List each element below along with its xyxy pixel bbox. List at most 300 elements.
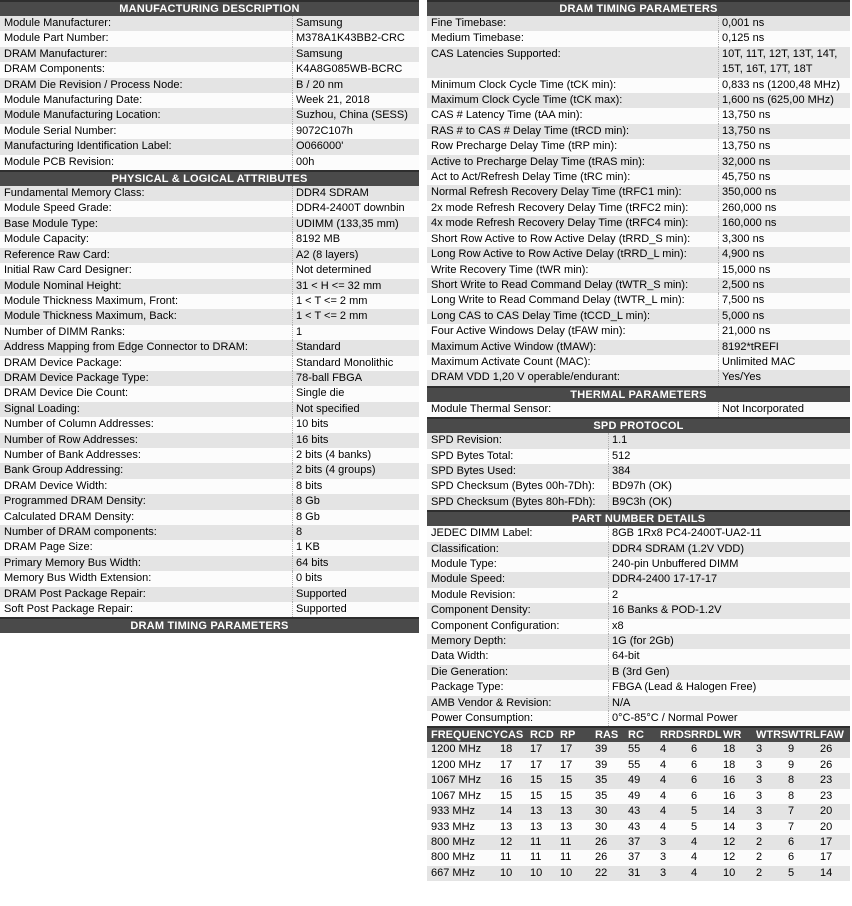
row-value: 512: [608, 449, 850, 464]
row-label: DRAM VDD 1,20 V operable/endurant:: [431, 371, 620, 384]
row-label: DRAM Die Revision / Process Node:: [4, 78, 183, 91]
row-value: 00h: [292, 155, 419, 170]
row-value: 45,750 ns: [718, 170, 850, 185]
column-header: FREQUENCY: [431, 729, 500, 742]
table-row: [427, 185, 850, 200]
timing-cell: 7: [788, 820, 795, 833]
timing-cell: 4: [660, 789, 667, 802]
table-row: [427, 634, 850, 649]
timing-cell: 15: [500, 789, 513, 802]
row-value: 8192*tREFI: [718, 340, 850, 355]
table-row: [427, 479, 850, 494]
row-label: Bank Group Addressing:: [4, 464, 124, 477]
timing-cell: 35: [595, 774, 608, 787]
row-value: B9C3h (OK): [608, 495, 850, 510]
table-row: [0, 217, 419, 232]
row-label: Maximum Clock Cycle Time (tCK max):: [431, 94, 623, 107]
timing-cell: 13: [560, 820, 573, 833]
row-label: DRAM Post Package Repair:: [4, 587, 146, 600]
row-value: 9072C107h: [292, 124, 419, 139]
row-label: Memory Depth:: [431, 635, 507, 648]
timing-cell: 6: [691, 789, 698, 802]
row-label: Calculated DRAM Density:: [4, 510, 135, 523]
row-value: Standard Monolithic: [292, 356, 419, 371]
table-row: [0, 263, 419, 278]
row-label: SPD Checksum (Bytes 80h-FDh):: [431, 495, 596, 508]
timing-cell: 26: [595, 851, 608, 864]
row-label: Base Module Type:: [4, 217, 98, 230]
table-row: [427, 155, 850, 170]
row-value: DDR4-2400 17-17-17: [608, 572, 850, 587]
row-label: Module Manufacturing Location:: [4, 109, 161, 122]
row-value: 10T, 11T, 12T, 13T, 14T, 15T, 16T, 17T, 18T: [718, 47, 850, 78]
timing-cell: 5: [691, 820, 698, 833]
table-row: [0, 139, 419, 154]
table-row: [427, 433, 850, 448]
frequency-row: [427, 773, 850, 788]
timing-cell: 26: [595, 835, 608, 848]
column-header: RC: [628, 729, 644, 742]
table-row: [0, 248, 419, 263]
table-row: [427, 649, 850, 664]
timing-cell: 16: [500, 774, 513, 787]
table-row: [0, 78, 419, 93]
row-label: Module Capacity:: [4, 233, 89, 246]
row-label: Primary Memory Bus Width:: [4, 556, 141, 569]
timing-cell: 4: [660, 805, 667, 818]
row-value: 8: [292, 525, 419, 540]
table-row: [427, 572, 850, 587]
timing-cell: 4: [691, 866, 698, 879]
column-header: WTRS: [756, 729, 788, 742]
table-row: [0, 186, 419, 201]
table-row: [427, 370, 850, 385]
row-value: 15,000 ns: [718, 263, 850, 278]
table-row: [0, 340, 419, 355]
table-row: [427, 232, 850, 247]
row-value: 8GB 1Rx8 PC4-2400T-UA2-11: [608, 526, 850, 541]
frequency-row: [427, 789, 850, 804]
row-label: 4x mode Refresh Recovery Delay Time (tRFC4 min):: [431, 217, 689, 230]
row-value: Not determined: [292, 263, 419, 278]
table-row: [0, 108, 419, 123]
row-value: 8192 MB: [292, 232, 419, 247]
row-label: Medium Timebase:: [431, 32, 524, 45]
timing-cell: 43: [628, 820, 641, 833]
row-value: 7,500 ns: [718, 293, 850, 308]
row-value: M378A1K43BB2-CRC: [292, 31, 419, 46]
row-value: B / 20 nm: [292, 78, 419, 93]
timing-cell: 7: [788, 805, 795, 818]
row-label: Long Row Active to Row Active Delay (tRRD_L min):: [431, 248, 687, 261]
table-row: [0, 448, 419, 463]
row-value: BD97h (OK): [608, 479, 850, 494]
table-row: [427, 696, 850, 711]
table-row: [427, 247, 850, 262]
table-row: [0, 31, 419, 46]
table-row: [427, 449, 850, 464]
row-label: Active to Precharge Delay Time (tRAS min):: [431, 155, 645, 168]
row-value: 0 bits: [292, 571, 419, 586]
row-label: SPD Checksum (Bytes 00h-7Dh):: [431, 480, 595, 493]
timing-cell: 12: [500, 835, 513, 848]
row-value: 31 < H <= 32 mm: [292, 279, 419, 294]
table-row: [0, 463, 419, 478]
row-value: 16 Banks & POD-1.2V: [608, 603, 850, 618]
timing-cell: 20: [820, 820, 833, 833]
row-value: 2 bits (4 groups): [292, 463, 419, 478]
timing-cell: 4: [691, 835, 698, 848]
row-value: 1 KB: [292, 540, 419, 555]
row-label: Module Thickness Maximum, Front:: [4, 294, 179, 307]
row-label: Number of DRAM components:: [4, 526, 157, 538]
frequency-row: [427, 866, 850, 881]
row-value: 8 bits: [292, 479, 419, 494]
table-row: [427, 557, 850, 572]
row-label: DRAM Device Package Type:: [4, 371, 149, 384]
timing-cell: 2: [756, 866, 763, 879]
timing-cell: 49: [628, 774, 641, 787]
row-value: 384: [608, 464, 850, 479]
column-header: RRDS: [660, 729, 691, 742]
timing-cell: 15: [560, 774, 573, 787]
timing-cell: 20: [820, 805, 833, 818]
row-value: 240-pin Unbuffered DIMM: [608, 557, 850, 572]
timing-cell: 6: [691, 743, 698, 756]
timing-cell: 55: [628, 758, 641, 771]
row-label: Write Recovery Time (tWR min):: [431, 263, 589, 276]
timing-cell: 14: [723, 820, 736, 833]
timing-cell: 37: [628, 851, 641, 864]
row-label: Module Manufacturing Date:: [4, 94, 143, 107]
table-row: [427, 16, 850, 31]
row-value: 0,125 ns: [718, 31, 850, 46]
row-value: 1.1: [608, 433, 850, 448]
row-label: Classification:: [431, 542, 499, 555]
frequency-cell: 933 MHz: [431, 820, 476, 833]
timing-cell: 9: [788, 743, 795, 756]
timing-cell: 15: [530, 789, 543, 802]
row-value: 1 < T <= 2 mm: [292, 309, 419, 324]
timing-cell: 2: [756, 835, 763, 848]
timing-cell: 10: [500, 866, 513, 879]
table-row: [427, 526, 850, 541]
timing-cell: 26: [820, 758, 833, 771]
timing-cell: 6: [788, 835, 795, 848]
row-value: 16 bits: [292, 433, 419, 448]
timing-cell: 11: [560, 851, 572, 864]
row-value: Standard: [292, 340, 419, 355]
frequency-cell: 800 MHz: [431, 835, 476, 848]
row-label: SPD Revision:: [431, 434, 502, 447]
table-row: [0, 433, 419, 448]
timing-cell: 8: [788, 774, 795, 787]
table-row: [427, 31, 850, 46]
row-value: 1,600 ns (625,00 MHz): [718, 93, 850, 108]
row-value: 0,001 ns: [718, 16, 850, 31]
frequency-cell: 800 MHz: [431, 851, 476, 864]
section-header: PART NUMBER DETAILS: [427, 510, 850, 526]
row-label: Module Speed:: [431, 573, 505, 586]
row-label: Signal Loading:: [4, 402, 80, 415]
row-label: Long CAS to CAS Delay Time (tCCD_L min):: [431, 309, 651, 322]
table-row: [427, 201, 850, 216]
column-header: RP: [560, 729, 576, 742]
row-value: x8: [608, 619, 850, 634]
table-row: [427, 216, 850, 231]
table-row: [427, 47, 850, 78]
timing-cell: 16: [723, 774, 736, 787]
row-value: Supported: [292, 587, 419, 602]
table-row: [0, 587, 419, 602]
frequency-cell: 933 MHz: [431, 805, 476, 818]
timing-cell: 6: [691, 758, 698, 771]
table-row: [0, 479, 419, 494]
timing-cell: 3: [660, 866, 667, 879]
row-value: Not specified: [292, 402, 419, 417]
column-header: FAW: [820, 729, 844, 742]
right-column: [427, 0, 850, 881]
row-value: Samsung: [292, 47, 419, 62]
table-row: [427, 402, 850, 417]
table-row: [427, 278, 850, 293]
table-row: [0, 371, 419, 386]
row-value: Week 21, 2018: [292, 93, 419, 108]
table-row: [0, 356, 419, 371]
row-value: 10 bits: [292, 417, 419, 432]
row-label: Module Revision:: [431, 588, 516, 601]
table-row: [0, 325, 419, 340]
table-row: [427, 124, 850, 139]
table-row: [427, 263, 850, 278]
timing-cell: 30: [595, 805, 608, 818]
table-row: [0, 93, 419, 108]
timing-cell: 10: [560, 866, 573, 879]
row-label: Module Thickness Maximum, Back:: [4, 310, 177, 323]
row-label: Soft Post Package Repair:: [4, 603, 134, 616]
frequency-cell: 1200 MHz: [431, 758, 482, 771]
row-label: Module Speed Grade:: [4, 202, 112, 215]
column-header: CAS: [500, 729, 524, 742]
timing-cell: 11: [500, 851, 512, 864]
timing-cell: 39: [595, 758, 608, 771]
timing-cell: 11: [560, 835, 572, 848]
timing-cell: 55: [628, 743, 641, 756]
timing-cell: 3: [756, 789, 763, 802]
timing-cell: 5: [691, 805, 698, 818]
row-label: DRAM Device Width:: [4, 479, 108, 492]
column-header: RRDL: [691, 729, 722, 742]
timing-cell: 11: [530, 835, 542, 848]
row-label: Module Serial Number:: [4, 124, 117, 137]
timing-cell: 10: [530, 866, 543, 879]
timing-cell: 22: [595, 866, 608, 879]
timing-cell: 17: [500, 758, 513, 771]
section-header: THERMAL PARAMETERS: [427, 386, 850, 402]
row-value: 13,750 ns: [718, 108, 850, 123]
timing-cell: 17: [560, 758, 573, 771]
row-label: Data Width:: [431, 650, 489, 663]
row-value: 2: [608, 588, 850, 603]
timing-cell: 14: [500, 805, 513, 818]
row-value: 13,750 ns: [718, 124, 850, 139]
table-row: [0, 571, 419, 586]
section-header: DRAM TIMING PARAMETERS: [0, 617, 419, 633]
table-row: [0, 62, 419, 77]
row-value: 350,000 ns: [718, 185, 850, 200]
table-row: [427, 108, 850, 123]
frequency-row: [427, 850, 850, 865]
row-label: Module PCB Revision:: [4, 155, 115, 168]
timing-cell: 43: [628, 805, 641, 818]
row-label: Module Part Number:: [4, 32, 109, 45]
timing-cell: 18: [500, 743, 513, 756]
timing-cell: 15: [560, 789, 573, 802]
row-value: Suzhou, China (SESS): [292, 108, 419, 123]
row-label: Number of Row Addresses:: [4, 433, 138, 446]
table-row: [427, 603, 850, 618]
timing-cell: 17: [530, 758, 543, 771]
timing-cell: 3: [756, 774, 763, 787]
row-value: Supported: [292, 602, 419, 617]
timing-cell: 3: [660, 851, 667, 864]
table-row: [427, 139, 850, 154]
table-row: [427, 680, 850, 695]
row-value: 260,000 ns: [718, 201, 850, 216]
table-row: [0, 602, 419, 617]
frequency-row: [427, 804, 850, 819]
frequency-table: [427, 726, 850, 881]
frequency-cell: 1067 MHz: [431, 774, 482, 787]
frequency-row: [427, 758, 850, 773]
timing-cell: 23: [820, 789, 833, 802]
row-label: Component Configuration:: [431, 619, 560, 632]
row-value: K4A8G085WB-BCRC: [292, 62, 419, 77]
table-row: [427, 588, 850, 603]
frequency-row: [427, 835, 850, 850]
row-label: Long Write to Read Command Delay (tWTR_L min):: [431, 294, 685, 307]
row-label: Module Type:: [431, 558, 497, 570]
row-value: 8 Gb: [292, 494, 419, 509]
row-label: Component Density:: [431, 604, 531, 617]
table-row: [0, 16, 419, 31]
frequency-table-header: [427, 726, 850, 742]
row-label: Act to Act/Refresh Delay Time (tRC min):: [431, 171, 631, 184]
table-row: [0, 201, 419, 216]
row-label: Initial Raw Card Designer:: [4, 264, 132, 277]
row-label: Maximum Activate Count (MAC):: [431, 355, 591, 368]
row-label: DRAM Manufacturer:: [4, 47, 108, 60]
section-header: MANUFACTURING DESCRIPTION: [0, 0, 419, 16]
timing-cell: 3: [660, 835, 667, 848]
frequency-row: [427, 742, 850, 757]
table-row: [0, 556, 419, 571]
column-header: WR: [723, 729, 742, 742]
row-value: 1: [292, 325, 419, 340]
row-value: 64 bits: [292, 556, 419, 571]
timing-cell: 13: [530, 820, 543, 833]
row-label: DRAM Device Package:: [4, 356, 122, 369]
row-label: Die Generation:: [431, 665, 509, 678]
timing-cell: 8: [788, 789, 795, 802]
timing-cell: 30: [595, 820, 608, 833]
row-value: DDR4 SDRAM (1.2V VDD): [608, 542, 850, 557]
row-value: 0°C-85°C / Normal Power: [608, 711, 850, 726]
section-header: SPD PROTOCOL: [427, 417, 850, 433]
row-label: Fundamental Memory Class:: [4, 187, 145, 200]
timing-cell: 4: [691, 851, 698, 864]
timing-cell: 6: [691, 774, 698, 787]
row-label: 2x mode Refresh Recovery Delay Time (tRFC2 min):: [431, 201, 689, 214]
row-value: 1G (for 2Gb): [608, 634, 850, 649]
table-row: [427, 93, 850, 108]
left-column: [0, 0, 419, 633]
timing-cell: 4: [660, 758, 667, 771]
timing-cell: 6: [788, 851, 795, 864]
table-row: [0, 402, 419, 417]
row-label: Programmed DRAM Density:: [4, 495, 146, 508]
row-value: 0,833 ns (1200,48 MHz): [718, 78, 850, 93]
row-value: UDIMM (133,35 mm): [292, 217, 419, 232]
timing-cell: 2: [756, 851, 763, 864]
timing-cell: 37: [628, 835, 641, 848]
table-row: [0, 294, 419, 309]
timing-cell: 49: [628, 789, 641, 802]
timing-cell: 13: [560, 805, 573, 818]
table-row: [0, 47, 419, 62]
row-label: Memory Bus Width Extension:: [4, 572, 152, 585]
row-label: Row Precharge Delay Time (tRP min):: [431, 140, 618, 153]
section-header: PHYSICAL & LOGICAL ATTRIBUTES: [0, 170, 419, 186]
timing-cell: 4: [660, 820, 667, 833]
right-sections: [427, 0, 850, 726]
timing-cell: 3: [756, 820, 763, 833]
row-label: SPD Bytes Used:: [431, 464, 516, 477]
row-value: 3,300 ns: [718, 232, 850, 247]
row-value: 160,000 ns: [718, 216, 850, 231]
table-row: [427, 170, 850, 185]
frequency-row: [427, 820, 850, 835]
row-label: Address Mapping from Edge Connector to DRAM:: [4, 341, 248, 354]
timing-cell: 5: [788, 866, 795, 879]
row-value: Yes/Yes: [718, 370, 850, 385]
row-label: Module Nominal Height:: [4, 279, 122, 292]
table-row: [0, 309, 419, 324]
row-label: DRAM Device Die Count:: [4, 387, 129, 400]
table-row: [427, 78, 850, 93]
row-label: JEDEC DIMM Label:: [431, 527, 533, 540]
timing-cell: 18: [723, 758, 736, 771]
row-value: 4,900 ns: [718, 247, 850, 262]
timing-cell: 26: [820, 743, 833, 756]
row-label: Short Write to Read Command Delay (tWTR_S min):: [431, 278, 689, 291]
table-row: [0, 279, 419, 294]
table-row: [0, 124, 419, 139]
row-label: SPD Bytes Total:: [431, 449, 514, 462]
row-value: 32,000 ns: [718, 155, 850, 170]
row-value: O066000': [292, 139, 419, 154]
row-value: 2,500 ns: [718, 278, 850, 293]
table-row: [0, 417, 419, 432]
row-label: CAS Latencies Supported:: [431, 47, 561, 60]
row-value: Not Incorporated: [718, 402, 850, 417]
timing-cell: 39: [595, 743, 608, 756]
row-label: Number of Bank Addresses:: [4, 448, 141, 461]
row-value: 64-bit: [608, 649, 850, 664]
row-label: Fine Timebase:: [431, 17, 507, 29]
timing-cell: 11: [530, 851, 542, 864]
timing-cell: 12: [723, 851, 736, 864]
